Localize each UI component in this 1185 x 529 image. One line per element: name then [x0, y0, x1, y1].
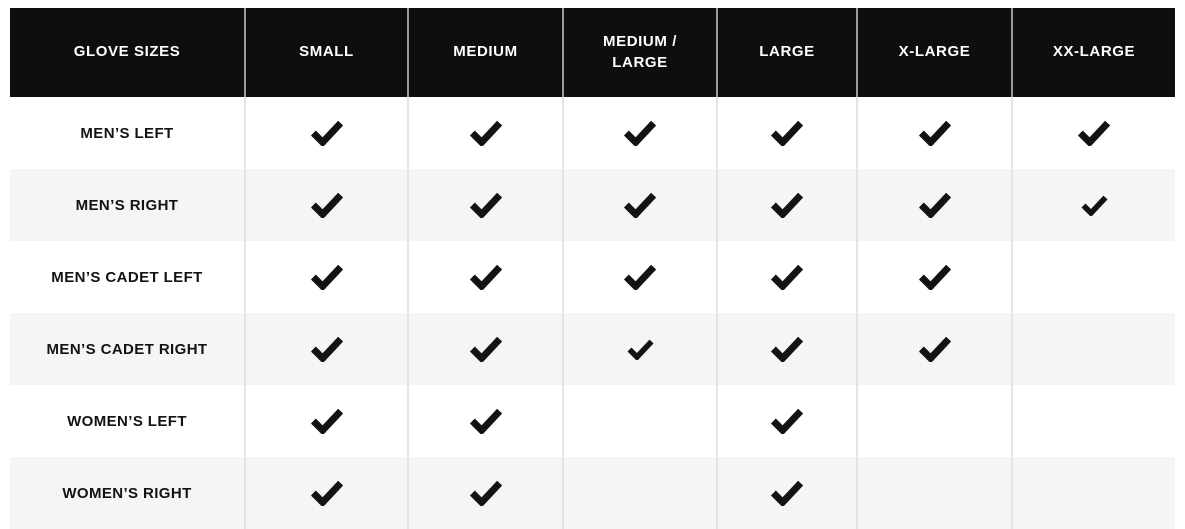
- check-icon: [770, 340, 804, 357]
- availability-cell-small: [245, 97, 408, 169]
- check-icon: [770, 124, 804, 141]
- availability-cell-x-large: [857, 241, 1012, 313]
- availability-cell-x-large: [857, 169, 1012, 241]
- availability-cell-medium-large: [563, 169, 717, 241]
- check-icon: [623, 124, 657, 141]
- availability-cell-large: [717, 457, 857, 529]
- availability-cell-large: [717, 169, 857, 241]
- availability-cell-small: [245, 385, 408, 457]
- check-icon: [310, 484, 344, 501]
- table-row-women-s-right: [10, 457, 1175, 529]
- table-body: [10, 97, 1175, 529]
- availability-cell-xx-large: [1012, 241, 1175, 313]
- availability-cell-large: [717, 313, 857, 385]
- row-label: MEN’S CADET RIGHT: [10, 313, 245, 385]
- check-icon: [469, 124, 503, 141]
- availability-cell-x-large: [857, 313, 1012, 385]
- column-header-x-large: X-LARGE: [857, 8, 1012, 97]
- availability-cell-small: [245, 241, 408, 313]
- availability-cell-large: [717, 241, 857, 313]
- table-row-men-s-cadet-left: [10, 241, 1175, 313]
- availability-cell-medium-large: [563, 241, 717, 313]
- availability-cell-medium: [408, 313, 563, 385]
- availability-cell-large: [717, 385, 857, 457]
- glove-sizes-chart: [10, 8, 1175, 529]
- availability-cell-x-large: [857, 97, 1012, 169]
- availability-cell-x-large: [857, 385, 1012, 457]
- check-icon: [310, 196, 344, 213]
- check-icon: [918, 340, 952, 357]
- row-label: MEN’S CADET LEFT: [10, 241, 245, 313]
- check-icon: [469, 412, 503, 429]
- availability-cell-medium-large: [563, 313, 717, 385]
- column-header-xx-large: XX-LARGE: [1012, 8, 1175, 97]
- check-icon: [310, 412, 344, 429]
- check-icon: [469, 196, 503, 213]
- row-label: WOMEN’S LEFT: [10, 385, 245, 457]
- check-icon: [623, 268, 657, 285]
- availability-cell-small: [245, 457, 408, 529]
- check-icon: [469, 268, 503, 285]
- check-icon: [1077, 124, 1111, 141]
- column-header-medium-large: MEDIUM / LARGE: [563, 8, 717, 97]
- availability-cell-medium: [408, 97, 563, 169]
- availability-cell-xx-large: [1012, 313, 1175, 385]
- availability-cell-xx-large: [1012, 97, 1175, 169]
- availability-cell-medium-large: [563, 457, 717, 529]
- availability-cell-xx-large: [1012, 169, 1175, 241]
- column-header-large: LARGE: [717, 8, 857, 97]
- availability-cell-small: [245, 313, 408, 385]
- row-label: WOMEN’S RIGHT: [10, 457, 245, 529]
- availability-cell-medium: [408, 169, 563, 241]
- column-header-medium: MEDIUM: [408, 8, 563, 97]
- availability-cell-large: [717, 97, 857, 169]
- availability-cell-small: [245, 169, 408, 241]
- check-icon-small: [627, 340, 654, 357]
- availability-cell-medium-large: [563, 97, 717, 169]
- header-row: [10, 8, 1175, 97]
- row-label: MEN’S RIGHT: [10, 169, 245, 241]
- check-icon: [918, 124, 952, 141]
- check-icon: [770, 268, 804, 285]
- column-header-small: SMALL: [245, 8, 408, 97]
- table-row-men-s-cadet-right: [10, 313, 1175, 385]
- availability-cell-xx-large: [1012, 457, 1175, 529]
- availability-cell-medium: [408, 457, 563, 529]
- check-icon-small: [1081, 196, 1108, 213]
- table-row-men-s-right: [10, 169, 1175, 241]
- availability-cell-medium-large: [563, 385, 717, 457]
- glove-sizes-table: [10, 8, 1175, 529]
- check-icon: [469, 484, 503, 501]
- row-label: MEN’S LEFT: [10, 97, 245, 169]
- table-row-women-s-left: [10, 385, 1175, 457]
- check-icon: [469, 340, 503, 357]
- check-icon: [770, 196, 804, 213]
- availability-cell-medium: [408, 241, 563, 313]
- column-header-glove-sizes: GLOVE SIZES: [10, 8, 245, 97]
- check-icon: [770, 412, 804, 429]
- availability-cell-x-large: [857, 457, 1012, 529]
- availability-cell-medium: [408, 385, 563, 457]
- check-icon: [310, 124, 344, 141]
- table-header: [10, 8, 1175, 97]
- check-icon: [310, 340, 344, 357]
- check-icon: [310, 268, 344, 285]
- check-icon: [918, 196, 952, 213]
- table-row-men-s-left: [10, 97, 1175, 169]
- check-icon: [770, 484, 804, 501]
- check-icon: [918, 268, 952, 285]
- check-icon: [623, 196, 657, 213]
- availability-cell-xx-large: [1012, 385, 1175, 457]
